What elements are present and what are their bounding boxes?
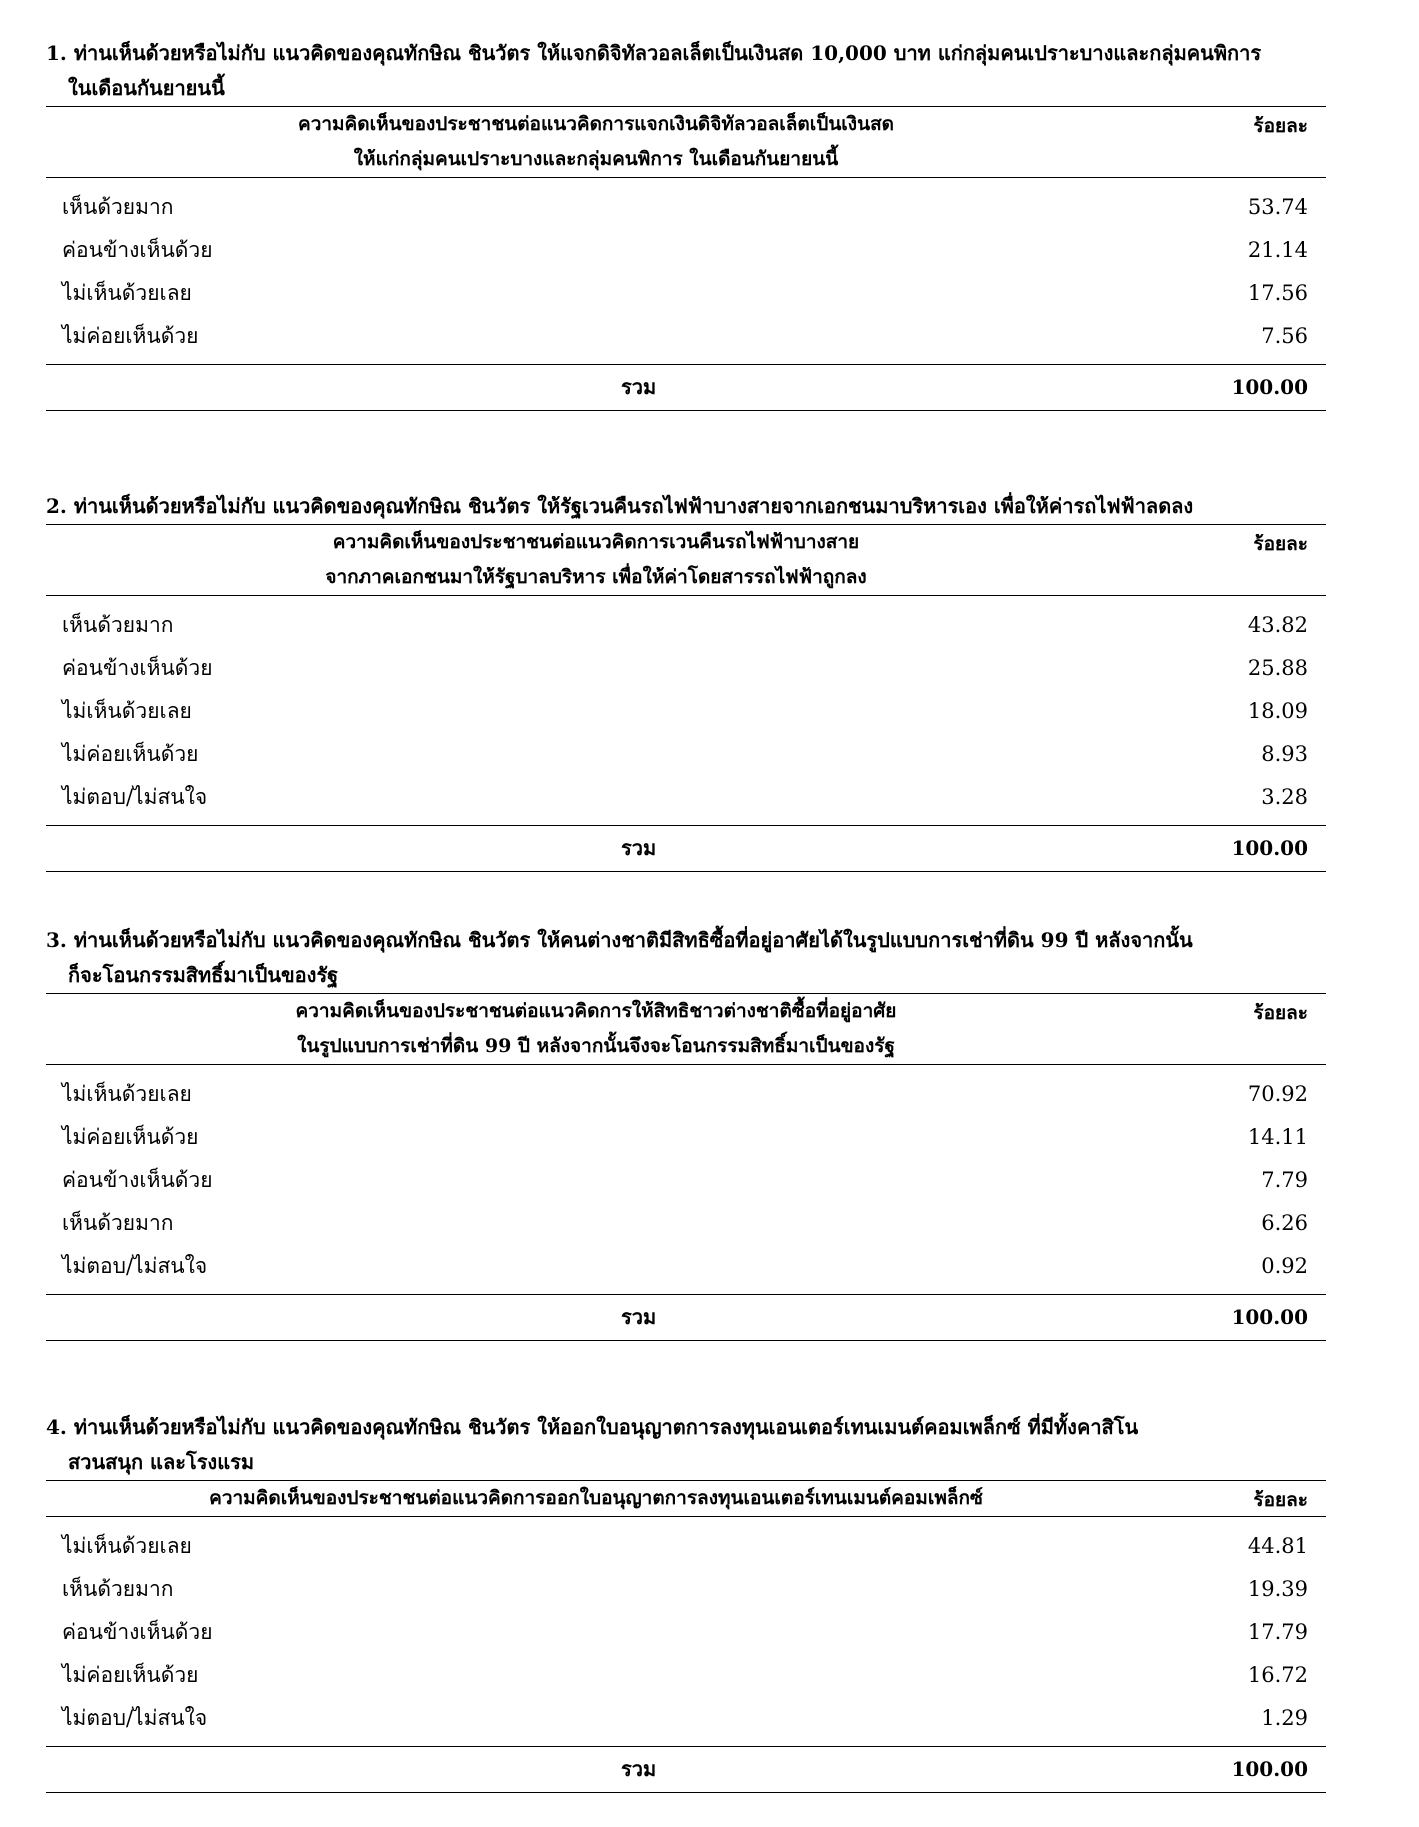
- row-label: เห็นด้วยมาก: [62, 1577, 174, 1601]
- row-label: ค่อนข้างเห็นด้วย: [62, 1620, 213, 1644]
- table-row: [46, 1568, 1326, 1611]
- row-value: 53.74: [1247, 195, 1308, 219]
- total-row: [46, 365, 1326, 410]
- table-row: [46, 1611, 1326, 1654]
- question-line: สวนสนุก และโรงแรม: [68, 1450, 255, 1474]
- table-row: [46, 647, 1326, 690]
- row-value: 3.28: [1261, 785, 1308, 809]
- row-value: 17.79: [1247, 1620, 1308, 1644]
- table-row: [46, 1202, 1326, 1245]
- row-value: 16.72: [1247, 1663, 1308, 1687]
- table-row: [46, 1654, 1326, 1697]
- survey-section-4: [46, 1410, 1346, 1793]
- table-row: [46, 690, 1326, 733]
- row-value: 70.92: [1247, 1082, 1308, 1106]
- table-header-title: [46, 107, 1146, 177]
- row-value: 7.79: [1261, 1168, 1308, 1192]
- question-text: [46, 489, 1346, 524]
- table-header: [46, 1481, 1326, 1517]
- header-line: ในรูปแบบการเช่าที่ดิน 99 ปี หลังจากนั้นจึงจะโอนกรรมสิทธิ์มาเป็นของรัฐ: [297, 1035, 895, 1057]
- table-row: [46, 1697, 1326, 1740]
- question-line: 2. ท่านเห็นด้วยหรือไม่กับ แนวคิดของคุณทักษิณ ชินวัตร ให้รัฐเวนคืนรถไฟฟ้าบางสายจากเอกชนมาบริหารเอง เพื่อให้ค่ารถไฟฟ้าลดลง: [46, 494, 1194, 518]
- table-body: [46, 178, 1326, 365]
- row-label: ค่อนข้างเห็นด้วย: [62, 656, 213, 680]
- question-line: 1. ท่านเห็นด้วยหรือไม่กับ แนวคิดของคุณทักษิณ ชินวัตร ให้แจกดิจิทัลวอลเล็ตเป็นเงินสด 10,000 บาท แก่กลุ่มคนเปราะบางและกลุ่มคนพิการ: [46, 41, 1262, 65]
- table-row: [46, 1116, 1326, 1159]
- percent-column-header: ร้อยละ: [1253, 115, 1308, 137]
- percent-column-header: ร้อยละ: [1253, 1002, 1308, 1024]
- question-text: [46, 36, 1346, 106]
- question-text: [46, 923, 1346, 993]
- results-table: [46, 106, 1326, 411]
- question-line: 3. ท่านเห็นด้วยหรือไม่กับ แนวคิดของคุณทักษิณ ชินวัตร ให้คนต่างชาติมีสิทธิซื้อที่อยู่อาศัยได้ในรูปแบบการเช่าที่ดิน 99 ปี หลังจากนั้น: [46, 928, 1193, 952]
- results-table: [46, 993, 1326, 1341]
- question-line: ในเดือนกันยายนนี้: [68, 76, 225, 100]
- row-value: 25.88: [1247, 656, 1308, 680]
- total-label: รวม: [621, 375, 657, 399]
- header-line: ความคิดเห็นของประชาชนต่อแนวคิดการเวนคืนรถไฟฟ้าบางสาย: [332, 531, 860, 553]
- results-table: [46, 524, 1326, 872]
- header-line: ความคิดเห็นของประชาชนต่อแนวคิดการแจกเงินดิจิทัลวอลเล็ตเป็นเงินสด: [297, 113, 895, 135]
- row-label: ไม่ค่อยเห็นด้วย: [62, 324, 199, 348]
- total-value: 100.00: [1231, 836, 1308, 860]
- row-value: 8.93: [1261, 742, 1308, 766]
- table-row: [46, 1245, 1326, 1288]
- row-label: ไม่เห็นด้วยเลย: [62, 1534, 192, 1558]
- table-header: [46, 107, 1326, 178]
- row-value: 0.92: [1261, 1254, 1308, 1278]
- total-value: 100.00: [1231, 375, 1308, 399]
- table-row: [46, 604, 1326, 647]
- table-header-title: [46, 994, 1146, 1064]
- survey-section-3: [46, 923, 1346, 1341]
- header-line: ความคิดเห็นของประชาชนต่อแนวคิดการออกใบอนุญาตการลงทุนเอนเตอร์เทนเมนต์คอมเพล็กซ์: [209, 1487, 983, 1509]
- row-label: ไม่เห็นด้วยเลย: [62, 699, 192, 723]
- row-value: 44.81: [1247, 1534, 1308, 1558]
- header-line: ความคิดเห็นของประชาชนต่อแนวคิดการให้สิทธิชาวต่างชาติซื้อที่อยู่อาศัย: [295, 1000, 897, 1022]
- row-value: 21.14: [1247, 238, 1308, 262]
- survey-section-1: [46, 36, 1346, 411]
- table-row: [46, 733, 1326, 776]
- total-value: 100.00: [1231, 1757, 1308, 1781]
- table-header-title: [46, 1481, 1146, 1516]
- row-label: ไม่ค่อยเห็นด้วย: [62, 1125, 199, 1149]
- row-label: เห็นด้วยมาก: [62, 613, 174, 637]
- row-value: 43.82: [1247, 613, 1308, 637]
- row-label: ไม่ตอบ/ไม่สนใจ: [62, 1706, 208, 1730]
- question-line: ก็จะโอนกรรมสิทธิ์มาเป็นของรัฐ: [68, 963, 339, 987]
- table-body: [46, 1517, 1326, 1747]
- survey-section-2: [46, 489, 1346, 872]
- row-label: เห็นด้วยมาก: [62, 1211, 174, 1235]
- row-value: 1.29: [1261, 1706, 1308, 1730]
- total-label: รวม: [621, 1305, 657, 1329]
- row-value: 6.26: [1261, 1211, 1308, 1235]
- question-text: [46, 1410, 1346, 1480]
- row-label: ค่อนข้างเห็นด้วย: [62, 238, 213, 262]
- row-value: 17.56: [1247, 281, 1308, 305]
- row-label: ค่อนข้างเห็นด้วย: [62, 1168, 213, 1192]
- row-value: 18.09: [1247, 699, 1308, 723]
- total-row: [46, 826, 1326, 871]
- table-row: [46, 229, 1326, 272]
- table-row: [46, 1525, 1326, 1568]
- question-line: 4. ท่านเห็นด้วยหรือไม่กับ แนวคิดของคุณทักษิณ ชินวัตร ให้ออกใบอนุญาตการลงทุนเอนเตอร์เทนเมนต์คอมเพล็กซ์ ที่มีทั้งคาสิโน: [46, 1415, 1139, 1439]
- table-row: [46, 1159, 1326, 1202]
- row-label: ไม่ตอบ/ไม่สนใจ: [62, 785, 208, 809]
- results-table: [46, 1480, 1326, 1793]
- header-line: จากภาคเอกชนมาให้รัฐบาลบริหาร เพื่อให้ค่าโดยสารรถไฟฟ้าถูกลง: [325, 566, 867, 588]
- table-row: [46, 1073, 1326, 1116]
- percent-column-header: ร้อยละ: [1253, 1489, 1308, 1511]
- row-value: 14.11: [1247, 1125, 1308, 1149]
- row-value: 19.39: [1247, 1577, 1308, 1601]
- row-label: ไม่เห็นด้วยเลย: [62, 1082, 192, 1106]
- table-header: [46, 525, 1326, 596]
- table-body: [46, 596, 1326, 826]
- table-row: [46, 186, 1326, 229]
- row-label: ไม่เห็นด้วยเลย: [62, 281, 192, 305]
- table-header-title: [46, 525, 1146, 595]
- total-label: รวม: [621, 1757, 657, 1781]
- table-row: [46, 315, 1326, 358]
- row-label: ไม่ตอบ/ไม่สนใจ: [62, 1254, 208, 1278]
- total-label: รวม: [621, 836, 657, 860]
- row-label: เห็นด้วยมาก: [62, 195, 174, 219]
- total-row: [46, 1747, 1326, 1792]
- row-value: 7.56: [1261, 324, 1308, 348]
- header-line: ให้แก่กลุ่มคนเปราะบางและกลุ่มคนพิการ ในเดือนกันยายนนี้: [353, 148, 839, 170]
- table-row: [46, 272, 1326, 315]
- table-row: [46, 776, 1326, 819]
- row-label: ไม่ค่อยเห็นด้วย: [62, 742, 199, 766]
- row-label: ไม่ค่อยเห็นด้วย: [62, 1663, 199, 1687]
- total-row: [46, 1295, 1326, 1340]
- total-value: 100.00: [1231, 1305, 1308, 1329]
- table-body: [46, 1065, 1326, 1295]
- percent-column-header: ร้อยละ: [1253, 533, 1308, 555]
- table-header: [46, 994, 1326, 1065]
